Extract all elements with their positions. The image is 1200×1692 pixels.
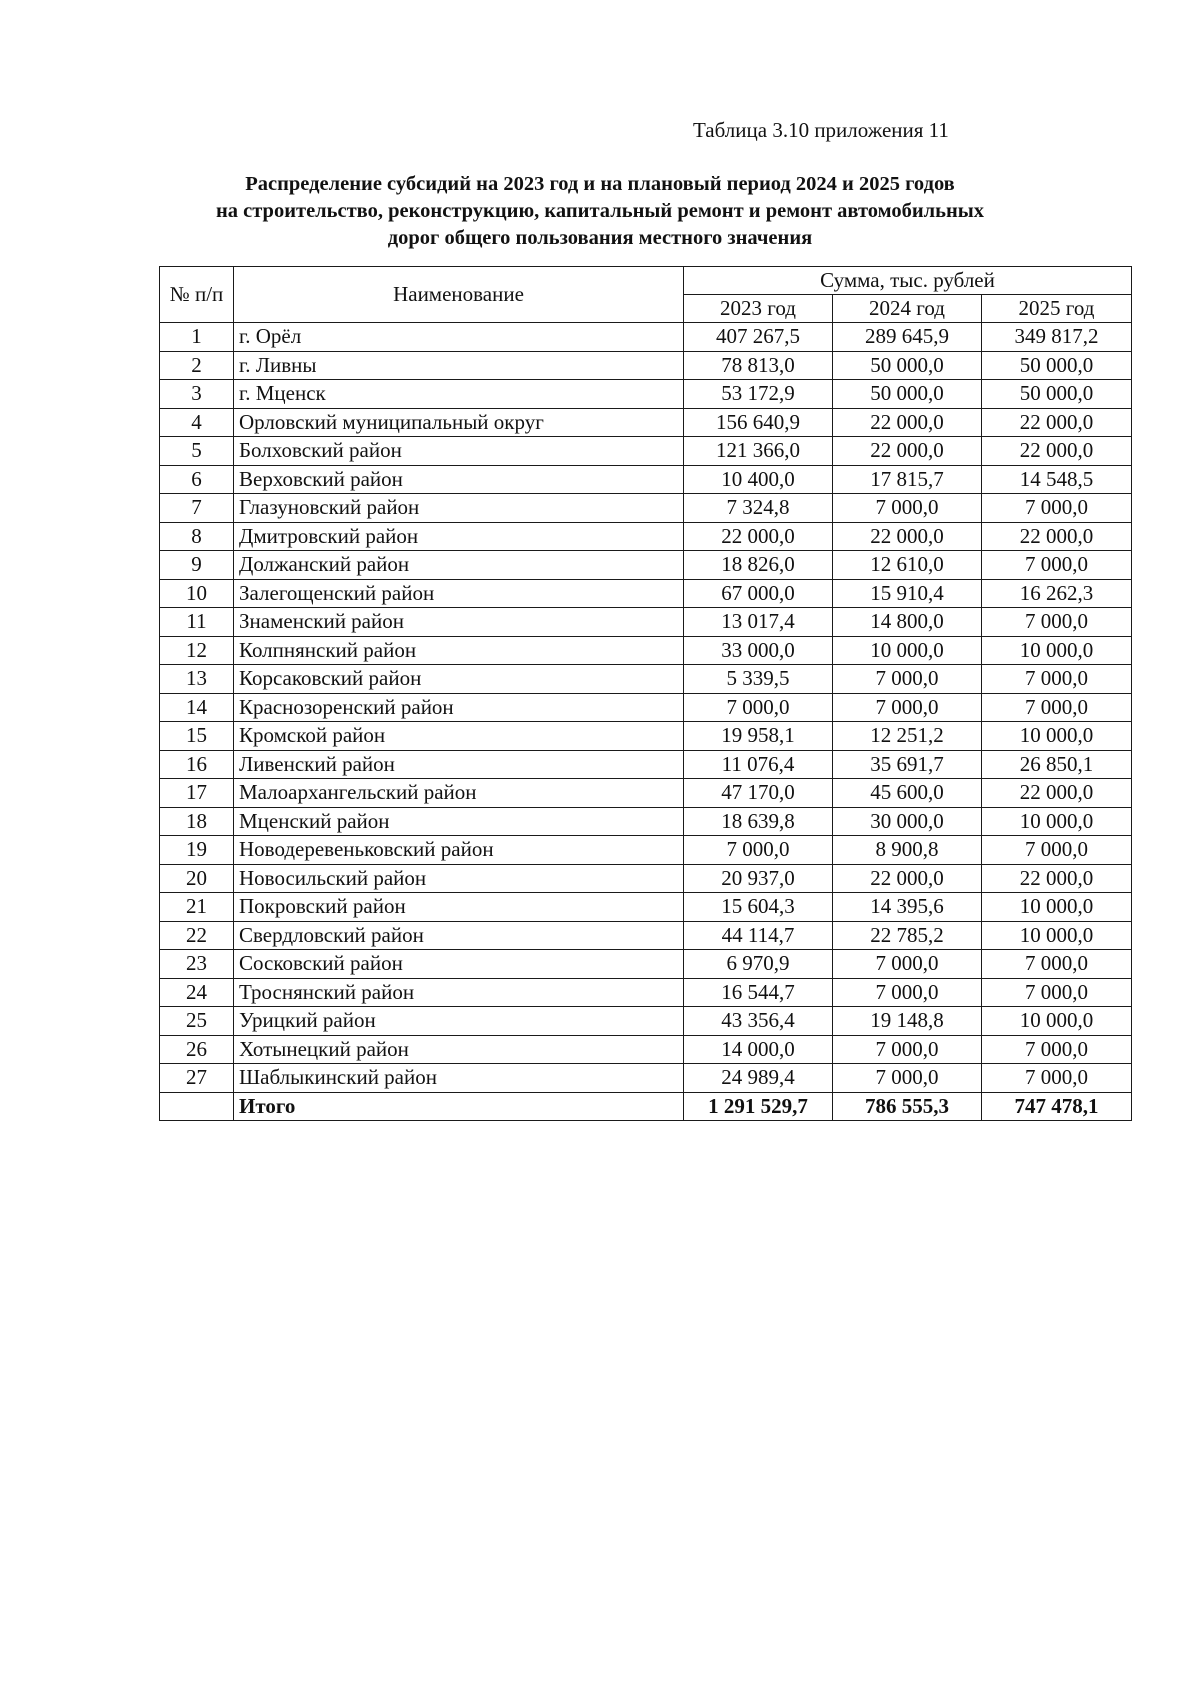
- value-2023: 20 937,0: [684, 864, 833, 893]
- row-name: г. Мценск: [234, 380, 684, 409]
- row-name: Колпнянский район: [234, 636, 684, 665]
- value-2023: 47 170,0: [684, 779, 833, 808]
- value-2024: 22 000,0: [833, 408, 982, 437]
- value-2024: 22 000,0: [833, 437, 982, 466]
- table-row: [160, 1007, 1132, 1036]
- row-name: Верховский район: [234, 465, 684, 494]
- total-row: [160, 1092, 1132, 1121]
- value-2025: 22 000,0: [982, 864, 1132, 893]
- value-2024: 50 000,0: [833, 380, 982, 409]
- value-2025: 7 000,0: [982, 551, 1132, 580]
- row-number: 11: [160, 608, 234, 637]
- row-number: 26: [160, 1035, 234, 1064]
- value-2023: 7 324,8: [684, 494, 833, 523]
- table-row: [160, 408, 1132, 437]
- value-2025: 26 850,1: [982, 750, 1132, 779]
- value-2024: 17 815,7: [833, 465, 982, 494]
- total-number: [160, 1092, 234, 1121]
- value-2025: 10 000,0: [982, 893, 1132, 922]
- value-2023: 121 366,0: [684, 437, 833, 466]
- row-number: 1: [160, 323, 234, 352]
- row-number: 10: [160, 579, 234, 608]
- value-2024: 14 800,0: [833, 608, 982, 637]
- total-2025: 747 478,1: [982, 1092, 1132, 1121]
- value-2024: 22 785,2: [833, 921, 982, 950]
- value-2024: 8 900,8: [833, 836, 982, 865]
- table-row: [160, 722, 1132, 751]
- table-row: [160, 750, 1132, 779]
- value-2024: 35 691,7: [833, 750, 982, 779]
- title-line-2: на строительство, реконструкцию, капитальный ремонт и ремонт автомобильных: [215, 200, 985, 222]
- table-row: [160, 437, 1132, 466]
- row-number: 9: [160, 551, 234, 580]
- row-number: 6: [160, 465, 234, 494]
- table-row: [160, 380, 1132, 409]
- table-row: [160, 551, 1132, 580]
- value-2025: 22 000,0: [982, 408, 1132, 437]
- value-2023: 13 017,4: [684, 608, 833, 637]
- value-2024: 45 600,0: [833, 779, 982, 808]
- row-name: Ливенский район: [234, 750, 684, 779]
- header-sum: Сумма, тыс. рублей: [684, 267, 1132, 295]
- row-name: Новосильский район: [234, 864, 684, 893]
- row-number: 20: [160, 864, 234, 893]
- row-name: Дмитровский район: [234, 522, 684, 551]
- table-caption: Таблица 3.10 приложения 11: [693, 118, 949, 142]
- row-name: Сосковский район: [234, 950, 684, 979]
- table-row: [160, 323, 1132, 352]
- value-2025: 50 000,0: [982, 380, 1132, 409]
- table-row: [160, 1035, 1132, 1064]
- table-row: [160, 1064, 1132, 1093]
- value-2024: 10 000,0: [833, 636, 982, 665]
- table-row: [160, 465, 1132, 494]
- table-header: [160, 267, 1132, 323]
- table-row: [160, 864, 1132, 893]
- row-number: 15: [160, 722, 234, 751]
- row-name: Свердловский район: [234, 921, 684, 950]
- table-row: [160, 950, 1132, 979]
- header-year-2025: 2025 год: [982, 295, 1132, 323]
- value-2025: 7 000,0: [982, 1064, 1132, 1093]
- row-name: Шаблыкинский район: [234, 1064, 684, 1093]
- table-row: [160, 893, 1132, 922]
- value-2024: 289 645,9: [833, 323, 982, 352]
- row-number: 23: [160, 950, 234, 979]
- row-name: Новодеревеньковский район: [234, 836, 684, 865]
- row-name: Орловский муниципальный округ: [234, 408, 684, 437]
- row-number: 13: [160, 665, 234, 694]
- value-2025: 10 000,0: [982, 636, 1132, 665]
- value-2023: 10 400,0: [684, 465, 833, 494]
- row-name: Глазуновский район: [234, 494, 684, 523]
- title-line-1: Распределение субсидий на 2023 год и на плановый период 2024 и 2025 годов: [245, 173, 955, 195]
- value-2023: 18 639,8: [684, 807, 833, 836]
- value-2024: 7 000,0: [833, 978, 982, 1007]
- value-2024: 7 000,0: [833, 1064, 982, 1093]
- row-number: 25: [160, 1007, 234, 1036]
- row-number: 16: [160, 750, 234, 779]
- row-name: Болховский район: [234, 437, 684, 466]
- value-2023: 19 958,1: [684, 722, 833, 751]
- value-2025: 7 000,0: [982, 608, 1132, 637]
- row-name: Урицкий район: [234, 1007, 684, 1036]
- value-2024: 12 610,0: [833, 551, 982, 580]
- row-number: 19: [160, 836, 234, 865]
- value-2024: 50 000,0: [833, 351, 982, 380]
- row-number: 4: [160, 408, 234, 437]
- table-row: [160, 779, 1132, 808]
- header-number: № п/п: [160, 267, 234, 323]
- row-name: Должанский район: [234, 551, 684, 580]
- header-year-2024: 2024 год: [833, 295, 982, 323]
- value-2023: 43 356,4: [684, 1007, 833, 1036]
- value-2023: 22 000,0: [684, 522, 833, 551]
- value-2024: 14 395,6: [833, 893, 982, 922]
- row-name: Кромской район: [234, 722, 684, 751]
- value-2024: 7 000,0: [833, 1035, 982, 1064]
- value-2023: 14 000,0: [684, 1035, 833, 1064]
- row-number: 22: [160, 921, 234, 950]
- value-2025: 7 000,0: [982, 665, 1132, 694]
- value-2025: 7 000,0: [982, 494, 1132, 523]
- value-2023: 11 076,4: [684, 750, 833, 779]
- value-2025: 22 000,0: [982, 779, 1132, 808]
- row-name: Залегощенский район: [234, 579, 684, 608]
- value-2023: 44 114,7: [684, 921, 833, 950]
- table-row: [160, 978, 1132, 1007]
- value-2023: 407 267,5: [684, 323, 833, 352]
- title-line-3: дорог общего пользования местного значения: [387, 227, 813, 249]
- value-2024: 22 000,0: [833, 522, 982, 551]
- value-2024: 30 000,0: [833, 807, 982, 836]
- row-name: г. Ливны: [234, 351, 684, 380]
- value-2024: 7 000,0: [833, 693, 982, 722]
- value-2025: 10 000,0: [982, 921, 1132, 950]
- row-name: Краснозоренский район: [234, 693, 684, 722]
- table-row: [160, 807, 1132, 836]
- value-2023: 7 000,0: [684, 693, 833, 722]
- value-2024: 15 910,4: [833, 579, 982, 608]
- value-2025: 50 000,0: [982, 351, 1132, 380]
- value-2025: 10 000,0: [982, 807, 1132, 836]
- table-row: [160, 579, 1132, 608]
- document-title: [140, 171, 1060, 252]
- row-number: 12: [160, 636, 234, 665]
- row-name: г. Орёл: [234, 323, 684, 352]
- row-name: Знаменский район: [234, 608, 684, 637]
- table-body: [160, 323, 1132, 1121]
- value-2024: 7 000,0: [833, 665, 982, 694]
- table-row: [160, 608, 1132, 637]
- row-number: 18: [160, 807, 234, 836]
- table-row: [160, 522, 1132, 551]
- value-2023: 53 172,9: [684, 380, 833, 409]
- row-number: 5: [160, 437, 234, 466]
- value-2024: 19 148,8: [833, 1007, 982, 1036]
- row-name: Малоархангельский район: [234, 779, 684, 808]
- value-2023: 16 544,7: [684, 978, 833, 1007]
- value-2023: 15 604,3: [684, 893, 833, 922]
- value-2023: 33 000,0: [684, 636, 833, 665]
- row-name: Мценский район: [234, 807, 684, 836]
- table-row: [160, 665, 1132, 694]
- value-2023: 6 970,9: [684, 950, 833, 979]
- value-2025: 10 000,0: [982, 1007, 1132, 1036]
- table-row: [160, 921, 1132, 950]
- row-number: 2: [160, 351, 234, 380]
- row-number: 21: [160, 893, 234, 922]
- value-2024: 22 000,0: [833, 864, 982, 893]
- value-2025: 22 000,0: [982, 522, 1132, 551]
- value-2023: 78 813,0: [684, 351, 833, 380]
- value-2023: 24 989,4: [684, 1064, 833, 1093]
- value-2024: 12 251,2: [833, 722, 982, 751]
- value-2023: 5 339,5: [684, 665, 833, 694]
- header-year-2023: 2023 год: [684, 295, 833, 323]
- row-number: 17: [160, 779, 234, 808]
- row-name: Покровский район: [234, 893, 684, 922]
- value-2025: 349 817,2: [982, 323, 1132, 352]
- row-number: 3: [160, 380, 234, 409]
- value-2025: 7 000,0: [982, 693, 1132, 722]
- row-number: 7: [160, 494, 234, 523]
- value-2025: 14 548,5: [982, 465, 1132, 494]
- row-name: Корсаковский район: [234, 665, 684, 694]
- table-row: [160, 636, 1132, 665]
- value-2025: 10 000,0: [982, 722, 1132, 751]
- table-row: [160, 494, 1132, 523]
- value-2024: 7 000,0: [833, 950, 982, 979]
- row-number: 27: [160, 1064, 234, 1093]
- value-2025: 7 000,0: [982, 1035, 1132, 1064]
- table-row: [160, 693, 1132, 722]
- header-name: Наименование: [234, 267, 684, 323]
- value-2025: 22 000,0: [982, 437, 1132, 466]
- value-2023: 18 826,0: [684, 551, 833, 580]
- value-2023: 156 640,9: [684, 408, 833, 437]
- value-2025: 7 000,0: [982, 950, 1132, 979]
- row-number: 14: [160, 693, 234, 722]
- table-row: [160, 351, 1132, 380]
- total-label: Итого: [234, 1092, 684, 1121]
- row-number: 24: [160, 978, 234, 1007]
- value-2024: 7 000,0: [833, 494, 982, 523]
- row-number: 8: [160, 522, 234, 551]
- value-2023: 7 000,0: [684, 836, 833, 865]
- row-name: Троснянский район: [234, 978, 684, 1007]
- value-2025: 7 000,0: [982, 978, 1132, 1007]
- value-2025: 7 000,0: [982, 836, 1132, 865]
- total-2024: 786 555,3: [833, 1092, 982, 1121]
- row-name: Хотынецкий район: [234, 1035, 684, 1064]
- value-2025: 16 262,3: [982, 579, 1132, 608]
- value-2023: 67 000,0: [684, 579, 833, 608]
- total-2023: 1 291 529,7: [684, 1092, 833, 1121]
- subsidy-table: [159, 266, 1132, 1121]
- table-row: [160, 836, 1132, 865]
